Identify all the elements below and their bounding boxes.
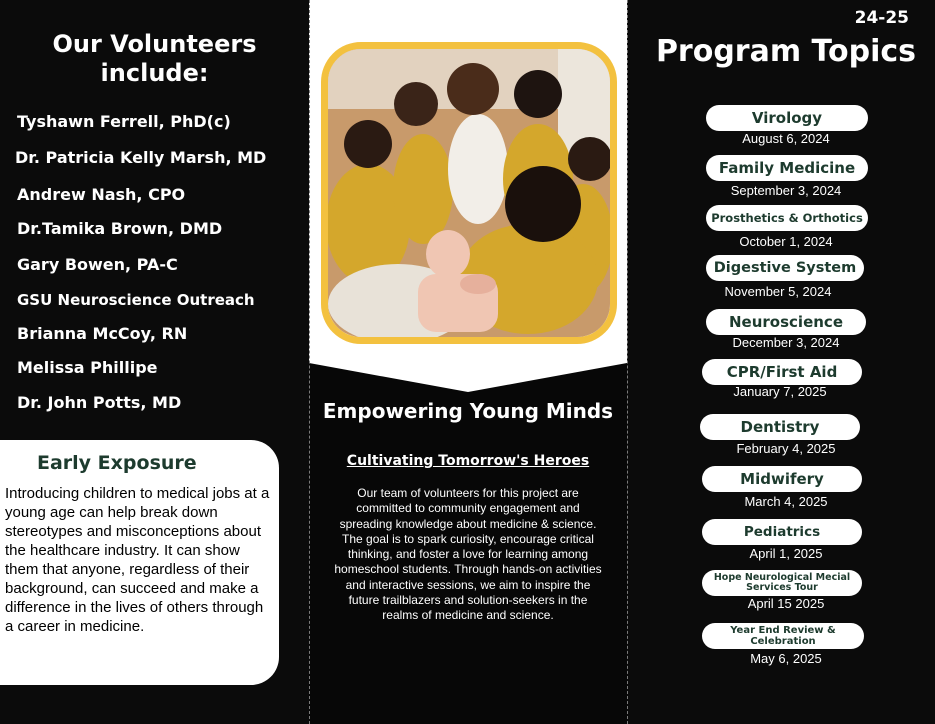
volunteer-name: Dr.Tamika Brown, DMD [17,219,223,238]
topic-pill: Neuroscience [706,309,866,335]
topic-date: August 6, 2024 [742,131,830,146]
topic-pill: Virology [706,105,868,131]
students-cpr-illustration [328,49,610,337]
volunteer-name: Gary Bowen, PA-C [17,255,178,274]
topic-date: March 4, 2025 [744,494,828,509]
early-exposure-title: Early Exposure [37,452,197,474]
topic-pill: Digestive System [706,255,864,281]
topic-pill: Hope Neurological Mecial Services Tour [702,570,862,596]
volunteer-name: Andrew Nash, CPO [17,185,186,204]
volunteer-name: Dr. John Potts, MD [17,393,182,412]
topic-pill: Pediatrics [702,519,862,545]
mission-panel [309,0,627,724]
topic-pill: Year End Review & Celebration [702,623,864,649]
fold-divider [627,0,628,724]
early-exposure-text: Introducing children to medical jobs at a young age can help break down stereotypes and misconceptions about the healthcare industry. It can show them that anyone, regardless of their background, can succeed and make a difference in the lives of others through a career in medicine. [5,485,270,635]
students-photo [321,42,617,344]
mission-subtitle: Cultivating Tomorrow's Heroes [346,453,590,469]
topic-date: December 3, 2024 [732,335,840,350]
topic-date: October 1, 2024 [739,234,833,249]
topic-date: February 4, 2025 [736,441,836,456]
topic-date: May 6, 2025 [750,651,822,666]
program-year: 24-25 [854,8,909,28]
volunteer-name: Tyshawn Ferrell, PhD(c) [17,112,231,131]
volunteers-title: Our Volunteers include: [52,30,257,87]
topic-pill: Dentistry [700,414,860,440]
program-topics-panel [627,0,935,724]
topic-pill: Prosthetics & Orthotics [706,205,868,231]
topic-pill: Midwifery [702,466,862,492]
topic-pill: CPR/First Aid [702,359,862,385]
program-topics-title: Program Topics [655,34,917,69]
topic-pill: Family Medicine [706,155,868,181]
fold-divider [309,0,310,724]
early-exposure-card [0,440,279,685]
volunteer-name: Dr. Patricia Kelly Marsh, MD [15,148,267,167]
volunteer-name: GSU Neuroscience Outreach [17,291,255,309]
volunteers-panel [0,0,309,724]
volunteer-name: Melissa Phillipe [17,358,158,377]
topic-date: September 3, 2024 [730,183,842,198]
mission-text: Our team of volunteers for this project are committed to community engagement and spreading knowledge about medicine & science. The goal is to spark curiosity, encourage critical thinking, and foster a love for learning among homeschool students. Through hands-on activities and interactive sessions, we aim to inspire the future trailblazers and solution-seekers in the realms of medicine and science. [334,486,602,623]
topic-date: April 1, 2025 [749,546,823,561]
mission-title: Empowering Young Minds [322,399,614,423]
volunteer-name: Brianna McCoy, RN [17,324,188,343]
topic-date: January 7, 2025 [733,384,827,399]
topic-date: November 5, 2024 [724,284,832,299]
topic-date: April 15 2025 [747,596,825,611]
